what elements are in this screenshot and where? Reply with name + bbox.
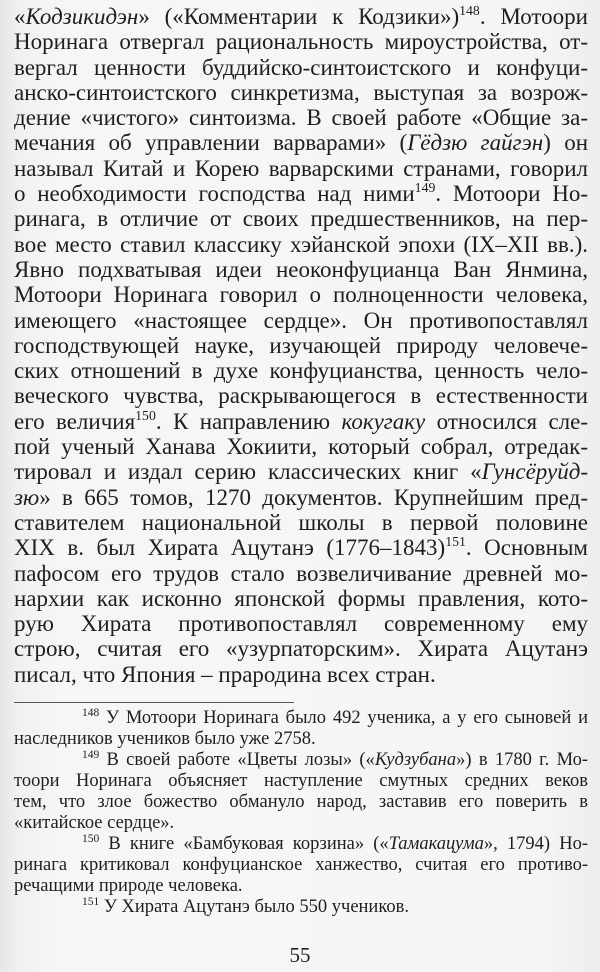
text-run: вое место ставил классику хэйанской эпохи (IX–XII вв.). [14,231,588,257]
text-line [14,586,588,611]
text-line [14,181,588,206]
text-run: называл Китай и Корею варварскими странами, говорил [14,155,588,181]
text-run: ринага критиковал конфуцианское ханжество, считая его противо- [14,855,588,875]
text-run: тем, что злое божество обмануло народ, заставив его поверить в [14,792,588,812]
footnotes-section [14,708,588,918]
text-run: . Основным [465,535,588,561]
footnote-reference: 148 [459,4,480,19]
text-run: « [14,4,26,29]
text-line [14,611,588,636]
text-line [14,29,588,54]
text-run: мечания об управлении варварами» ( [14,130,408,156]
text-run: . К направлению [155,408,342,434]
footnote-line [14,876,588,897]
text-run: о необходимости господства над ними [14,181,415,207]
footnote-149 [14,750,588,834]
text-run: дение «чистого» синтоизма. В своей работе «Общие за- [14,105,588,131]
page-number: 55 [289,943,311,967]
text-line [14,485,588,510]
text-run: наследников учеников было уже 2758. [14,729,316,749]
text-run: речащими природе человека. [14,876,243,896]
text-run: господствующей науке, изучающей природу человече- [14,332,588,358]
text-run: «китайское сердце». [14,813,175,833]
footnote-148 [14,708,588,750]
text-run: XIX в. был Хирата Ацутанэ (1776–1843) [14,535,446,561]
text-run: нархии как исконно японской формы правления, кото- [14,585,588,611]
text-run: его величия [14,408,136,434]
footnote-line [14,834,588,855]
text-run: ») в 1780 г. Мо- [456,750,588,770]
text-line [14,130,588,155]
footnote-line [14,750,588,771]
footnote-line [14,855,588,876]
footnote-reference: 149 [82,750,100,762]
text-line [14,257,588,282]
text-run: относился сле- [425,408,588,434]
text-line [14,333,588,358]
italic-term: Тамакацума [388,834,484,854]
footnote-151 [14,897,588,918]
text-run: Явно подхватывая идеи неоконфуцианца Ван Янмина, [14,256,588,282]
text-line [14,409,588,434]
footnote-reference: 150 [82,834,100,846]
footnote-line [14,729,588,750]
text-run: анско-синтоистского синкретизма, выступая за возрож- [14,79,588,105]
text-run: строю, считая его «узурпаторским». Хирата Ацутанэ [14,636,588,662]
footnote-line [14,792,588,813]
footnote-separator-rule [14,702,294,703]
text-line [14,358,588,383]
italic-term: Кудзубана [374,750,457,770]
text-line [14,434,588,459]
text-line [14,308,588,333]
text-run: пой ученый Ханава Хокиити, который собрал, отредак- [14,434,588,460]
text-run: вергал ценности буддийско-синтоистского и конфуци- [14,54,588,80]
text-run: » («Комментарии к Кодзики») [138,4,460,29]
footnote-line [14,771,588,792]
text-run: ринага, в отличие от своих предшественников, на пер- [14,206,588,232]
text-run: имеющего «настоящее сердце». Он противопоставлял [14,307,588,333]
text-run: У Мотоори Норинага было 492 ученика, а у его сыновей и [99,708,588,728]
footnote-reference: 150 [135,408,156,423]
text-line [14,510,588,535]
footnote-line [14,708,588,729]
footnote-reference: 151 [445,535,466,550]
text-line [14,282,588,307]
text-line [14,206,588,231]
text-line [14,459,588,484]
text-line [14,4,588,29]
text-run: Норинага отвергал рациональность мироустройства, от- [14,29,588,55]
text-run: У Хирата Ацутанэ было 550 учеников. [99,897,409,917]
text-line [14,80,588,105]
footnote-reference: 149 [414,181,436,196]
text-line [14,662,588,687]
italic-term: кокугаку [341,408,426,434]
main-body-text [14,4,588,687]
italic-term: Гёдзю гайгэн [407,130,544,156]
text-line [14,55,588,80]
text-run: » в 665 томов, 1270 документов. Крупнейшим пред- [39,484,588,510]
footnote-150 [14,834,588,897]
text-run: пафосом его трудов стало возвеличивание древней мо- [14,560,588,586]
text-run: . Мотоори Но- [435,181,588,207]
text-run: ских отношений в духе конфуцианства, ценность чело- [14,358,588,384]
footnote-line [14,813,588,834]
text-run: ) он [543,130,588,156]
italic-term: Гунсёруйд- [481,459,588,485]
text-run: », 1794) Но- [483,834,588,854]
text-run: рую Хирата противопоставлял современному ему [14,611,588,637]
text-run: тоори Норинага объясняет наступление смутных средних веков [14,771,588,791]
text-line [14,535,588,560]
text-line [14,156,588,181]
text-line [14,561,588,586]
text-run: веческого чувства, раскрывающегося в естественности [14,383,588,409]
footnote-reference: 151 [82,897,100,909]
text-run: писал, что Япония – прародина всех стран. [14,661,436,687]
text-line [14,636,588,661]
text-run: ставителем национальной школы в первой половине [14,509,588,535]
text-run: В книге «Бамбуковая корзина» (« [99,834,389,854]
footnote-line [14,897,588,918]
italic-term: Кодзикидэн [25,4,139,29]
text-run: тировал и издал серию классических книг « [14,459,482,485]
text-run: Мотоори Норинага говорил о полноценности человека, [14,282,588,308]
italic-term: зю [14,484,40,510]
text-run: . Мотоори [479,4,588,29]
footnote-reference: 148 [82,708,100,720]
text-line [14,383,588,408]
text-line [14,232,588,257]
text-run: В своей работе «Цветы лозы» (« [99,750,375,770]
text-line [14,105,588,130]
